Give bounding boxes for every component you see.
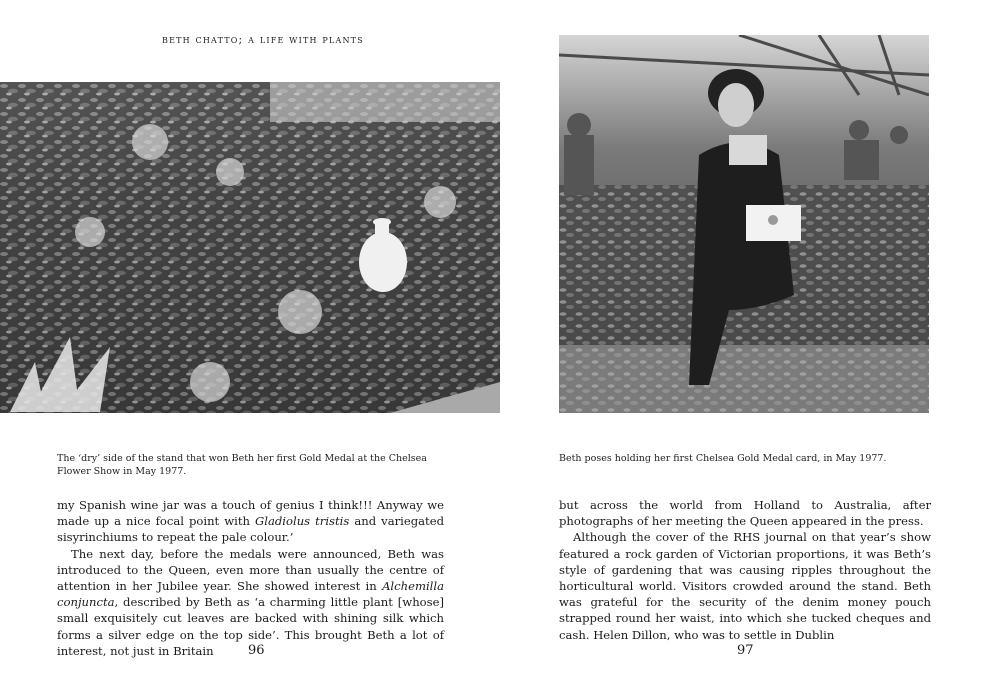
woman-with-medal-card-photo-icon <box>559 35 929 413</box>
greenhouse-plants-photo-icon <box>0 82 500 413</box>
left-body-text <box>57 497 444 659</box>
left-photo-caption: The ‘dry’ side of the stand that won Beth her first Gold Medal at the Chelsea Flower Show in May 1977. <box>57 453 427 477</box>
right-page <box>500 0 1000 677</box>
left-paragraph-2: The next day, before the medals were announced, Beth was introduced to the Queen, even more than usually the centre of attention in her Jubilee year. She showed interest in Alchemilla conjuncta, described by Beth as ‘a charming little plant [whose] small exquisitely cut leaves are backed with shining silk which forms a silver edge on the top side’. This brought Beth a lot of interest, not just in Britain <box>57 546 444 658</box>
stand-photo <box>0 82 500 413</box>
left-paragraph-1: my Spanish wine jar was a touch of genius I think!!! Anyway we made up a nice focal point with Gladiolus tristis and variegated sisyrinchiums to repeat the pale colour.’ <box>57 498 444 545</box>
right-paragraph-1: but across the world from Holland to Australia, after photographs of her meeting the Queen appeared in the press. <box>559 498 931 529</box>
right-photo-caption: Beth poses holding her first Chelsea Gold Medal card, in May 1977. <box>559 453 887 464</box>
medal-card-photo <box>559 35 929 413</box>
right-body-text <box>559 497 931 643</box>
page-number-right: 97 <box>737 643 754 658</box>
running-head: beth chatto; a life with plants <box>162 33 364 46</box>
page-number-left: 96 <box>248 643 265 658</box>
right-paragraph-2: Although the cover of the RHS journal on that year’s show featured a rock garden of Victorian proportions, it was Beth’s style of gardening that was causing ripples throughout the horticultural world. Visitors crowded around the stand. Beth was grateful for the security of the denim money pouch strapped round her waist, into which she tucked cheques and cash. Helen Dillon, who was to settle in Dublin <box>559 530 931 642</box>
